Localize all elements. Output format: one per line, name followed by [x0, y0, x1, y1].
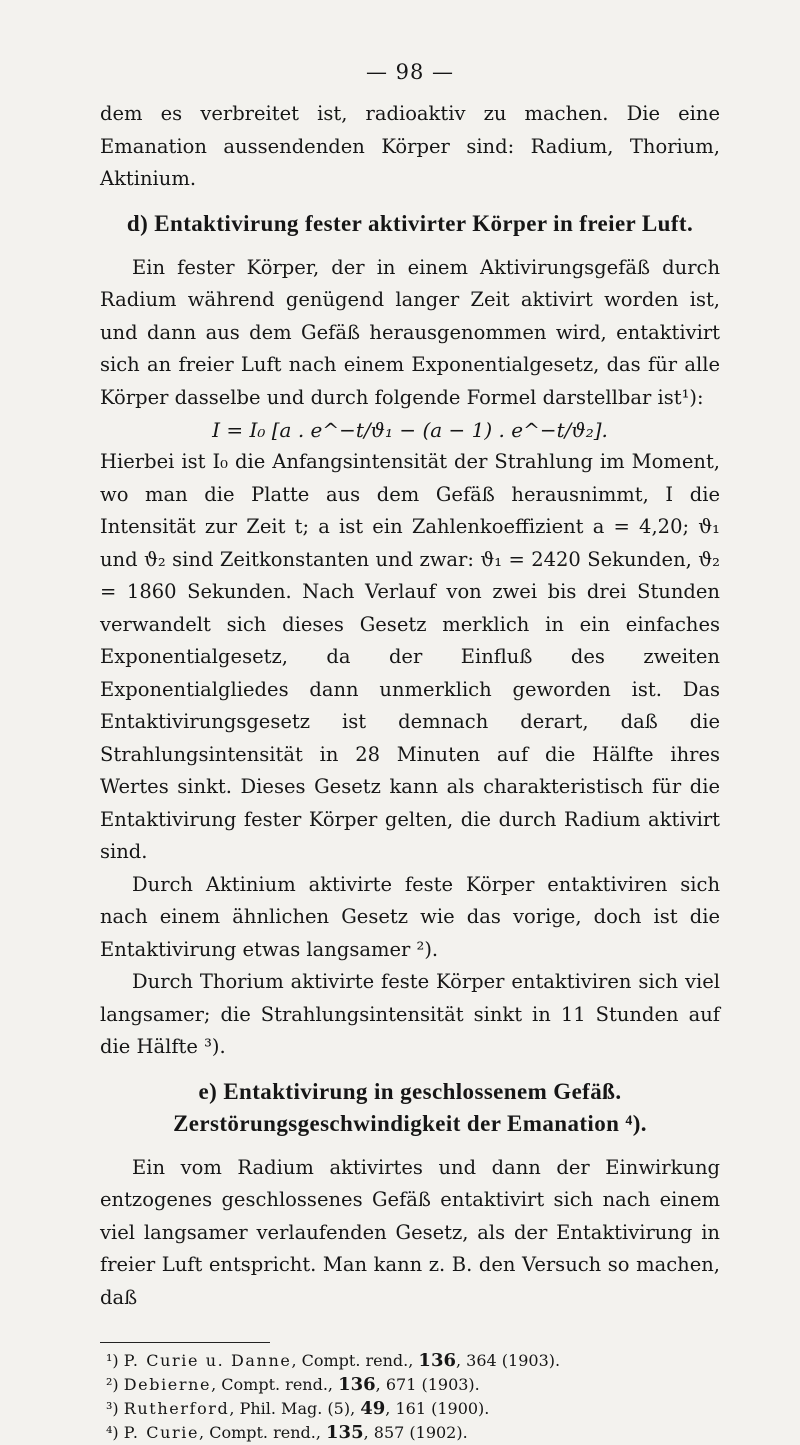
paragraph-3: Durch Aktinium aktivirte feste Körper entaktiviren sich nach einem ähnlichen Gesetz wie das vorige, doch ist die Entaktivirung etwas langsamer ²).: [100, 872, 720, 961]
footnote-source: Compt. rend.: [301, 1351, 409, 1370]
footnote-author: P. Curie: [123, 1423, 200, 1442]
intro-paragraph: dem es verbreitet ist, radioaktiv zu machen. Die eine Emanation aussendenden Körper sind: Radium, Thorium, Aktinium.: [100, 102, 720, 190]
footnote-source: Compt. rend.: [209, 1423, 316, 1442]
footnote: ²) Debierne, Compt. rend., 136, 671 (1903).: [106, 1374, 480, 1395]
footnote-mark: ¹): [106, 1351, 119, 1370]
footnote-rest: 671 (1903).: [385, 1375, 480, 1394]
footnote-rest: 161 (1900).: [395, 1399, 490, 1418]
page-number: — 98 —: [365, 60, 455, 84]
footnote-mark: ⁴): [106, 1423, 119, 1442]
footnote-volume: 135: [326, 1422, 364, 1443]
footnote-mark: ²): [106, 1375, 119, 1394]
footnote-volume: 136: [338, 1374, 376, 1395]
section-heading-d: d) Entaktivirung fester aktivirter Körper in freier Luft.: [126, 210, 694, 236]
footnote-author: Rutherford: [123, 1399, 230, 1418]
footnote: ¹) P. Curie u. Danne, Compt. rend., 136, 364 (1903).: [106, 1350, 561, 1371]
footnote-author: Debierne: [123, 1375, 212, 1394]
section-heading-e: e) Entaktivirung in geschlossenem Gefäß. Zerstörungsgeschwindigkeit der Emanation ⁴).: [173, 1078, 647, 1136]
footnote-rest: 364 (1903).: [466, 1351, 561, 1370]
footnote-volume: 136: [418, 1350, 456, 1371]
footnote: ³) Rutherford, Phil. Mag. (5), 49, 161 (1900).: [106, 1398, 490, 1419]
footnote-rest: 857 (1902).: [373, 1423, 468, 1442]
book-page: [100, 60, 720, 1445]
decay-formula: I = I₀ [a . e^−t/ϑ₁ − (a − 1) . e^−t/ϑ₂].: [212, 418, 608, 442]
paragraph-4: Durch Thorium aktivirte feste Körper entaktiviren sich viel langsamer; die Strahlungsintensität sinkt in 11 Stunden auf die Hälfte ³).: [100, 970, 720, 1058]
paragraph-2: Hierbei ist I₀ die Anfangsintensität der Strahlung im Moment, wo man die Platte aus dem Gefäß herausnimmt, I die Intensität zur Zeit t; a ist ein Zahlenkoeffizient a = 4,20; ϑ₁ und ϑ₂ sind Zeitkonstanten und zwar: ϑ₁ = 2420 Sekunden, ϑ₂ = 1860 Sekunden. Nach Verlauf von zwei bis drei Stunden verwandelt sich dieses Gesetz merklich in ein einfaches Exponentialgesetz, da der Einfluß des zweiten Exponentialgliedes dann unmerklich geworden ist. Das Entaktivirungsgesetz ist demnach derart, daß die Strahlungsintensität in 28 Minuten auf die Hälfte ihres Wertes sinkt. Dieses Gesetz kann als charakteristisch für die Entaktivirung fester Körper gelten, die durch Radium aktivirt sind.: [100, 450, 720, 863]
footnote-mark: ³): [106, 1399, 119, 1418]
footnote-source: Compt. rend.: [221, 1375, 328, 1394]
footnotes: [100, 1349, 720, 1445]
footnote: ⁴) P. Curie, Compt. rend., 135, 857 (1902).: [106, 1422, 468, 1443]
footnote-divider: [100, 1342, 270, 1343]
paragraph-1: Ein fester Körper, der in einem Aktivirungsgefäß durch Radium während genügend langer Zeit aktivirt worden ist, und dann aus dem Gefäß herausgenommen wird, entaktivirt sich an freier Luft nach einem Exponentialgesetz, das für alle Körper dasselbe und durch folgende Formel darstellbar ist¹):: [100, 255, 720, 409]
footnote-volume: 49: [360, 1398, 386, 1419]
footnote-source: Phil. Mag. (5): [239, 1399, 351, 1418]
footnote-author: P. Curie u. Danne: [123, 1351, 292, 1370]
paragraph-5: Ein vom Radium aktivirtes und dann der Einwirkung entzogenes geschlossenes Gefäß entaktivirt sich nach einem viel langsamer verlaufenden Gesetz, als der Entaktivirung in freier Luft entspricht. Man kann z. B. den Versuch so machen, daß: [100, 1155, 720, 1309]
